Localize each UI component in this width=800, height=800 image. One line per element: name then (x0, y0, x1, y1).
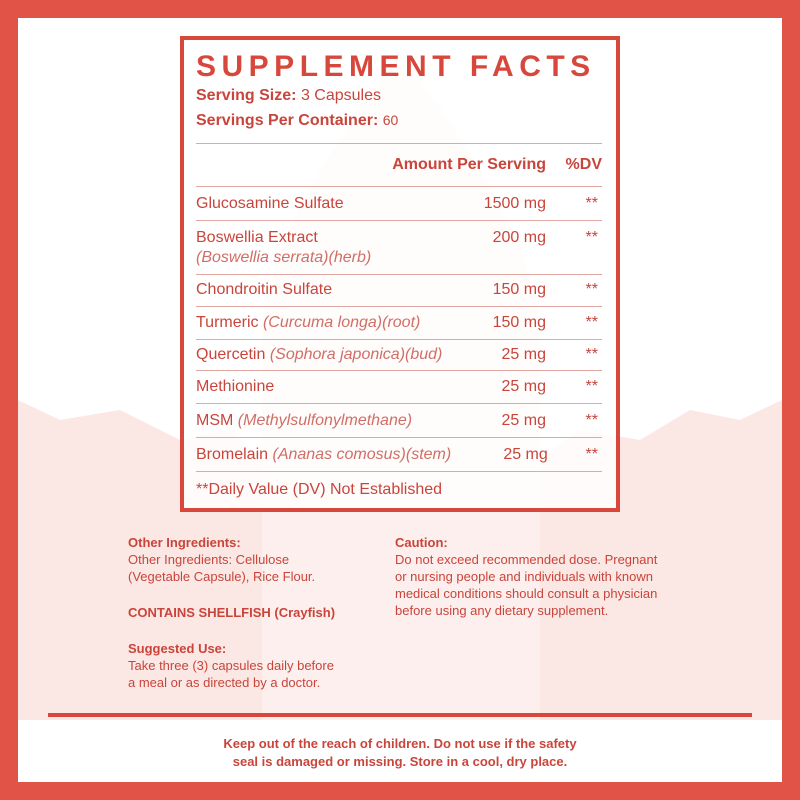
ingredient-dv: ** (585, 229, 598, 246)
ingredient-amount: 25 mg (501, 346, 546, 363)
ingredient-name-block (196, 228, 446, 274)
ingredient-amount: 25 mg (503, 446, 548, 463)
ingredient-detail: (Boswellia serrata)(herb) (196, 249, 372, 266)
bottom-divider (48, 713, 752, 717)
ingredient-name: Chondroitin Sulfate (196, 281, 333, 298)
ingredient-dv: ** (585, 446, 598, 463)
ingredient-dv: ** (585, 378, 598, 395)
ingredient-row (196, 339, 602, 370)
facts-header (196, 144, 602, 186)
serving-size (196, 84, 602, 108)
ingredient-amount: 150 mg (492, 314, 546, 331)
caution-line: or nursing people and individuals with known (395, 569, 653, 584)
storage-warning-line: Keep out of the reach of children. Do not use if the safety (223, 736, 577, 751)
serving-size-label: Serving Size: (196, 87, 297, 104)
ingredient-detail: (Ananas comosus)(stem) (272, 446, 452, 463)
ingredient-row (196, 370, 602, 403)
other-ingredients-section (128, 534, 378, 585)
ingredient-detail: (Curcuma longa)(root) (262, 314, 421, 331)
ingredient-amount: 150 mg (492, 281, 546, 298)
caution-line: medical conditions should consult a physician (395, 586, 658, 601)
ingredient-name: MSM (196, 412, 234, 429)
ingredient-name: Glucosamine Sulfate (196, 195, 344, 212)
dv-header: %DV (565, 156, 602, 173)
ingredient-name: Bromelain (196, 446, 269, 463)
caution-heading: Caution: (395, 535, 448, 550)
ingredient-name-block (196, 438, 451, 471)
ingredient-row (196, 306, 602, 339)
ingredient-dv: ** (585, 281, 598, 298)
storage-warning-line: seal is damaged or missing. Store in a cool, dry place. (232, 754, 568, 769)
ingredient-amount: 25 mg (501, 378, 546, 395)
ingredient-amount: 200 mg (492, 229, 546, 246)
ingredient-dv: ** (585, 314, 598, 331)
suggested-use-line: Take three (3) capsules daily before (128, 658, 334, 673)
suggested-use-heading: Suggested Use: (128, 641, 227, 656)
ingredient-dv: ** (585, 346, 598, 363)
servings-per-container-value: 60 (382, 112, 399, 128)
ingredient-name: Methionine (196, 378, 275, 395)
ingredient-name: Turmeric (196, 314, 259, 331)
servings-per-container (196, 108, 602, 133)
suggested-use-line: a meal or as directed by a doctor. (128, 675, 321, 690)
ingredient-amount: 1500 mg (483, 195, 546, 212)
other-ingredients-line: Other Ingredients: Cellulose (128, 552, 290, 567)
ingredient-amount: 25 mg (501, 412, 546, 429)
other-ingredients-line: (Vegetable Capsule), Rice Flour. (128, 569, 316, 584)
ingredient-name: Boswellia Extract (196, 229, 318, 246)
supplement-facts-panel (180, 36, 620, 512)
ingredient-name-block (196, 340, 446, 370)
facts-title: SUPPLEMENT FACTS (196, 50, 596, 83)
storage-warning (180, 735, 620, 771)
allergen-warning: CONTAINS SHELLFISH (Crayfish) (128, 605, 336, 620)
ingredient-name-block (196, 307, 446, 339)
amount-per-serving-header: Amount Per Serving (392, 156, 546, 173)
ingredient-name-block (196, 404, 446, 437)
ingredient-row (196, 437, 602, 471)
ingredient-row (196, 274, 602, 306)
other-ingredients-heading: Other Ingredients: (128, 535, 241, 550)
ingredient-detail: (Sophora japonica)(bud) (269, 346, 443, 363)
ingredient-name: Quercetin (196, 346, 266, 363)
caution-line: before using any dietary supplement. (395, 603, 609, 618)
caution-line: Do not exceed recommended dose. Pregnant (395, 552, 658, 567)
dv-footnote: **Daily Value (DV) Not Established (196, 471, 602, 508)
ingredient-row (196, 220, 602, 274)
servings-per-container-label: Servings Per Container: (196, 112, 379, 129)
ingredient-dv: ** (585, 412, 598, 429)
ingredient-dv: ** (585, 195, 598, 212)
ingredient-row (196, 403, 602, 437)
ingredient-detail: (Methylsulfonylmethane) (237, 412, 413, 429)
suggested-use-section (128, 640, 378, 691)
serving-size-value: 3 Capsules (300, 87, 381, 104)
caution-section (395, 534, 725, 619)
ingredient-row (196, 186, 602, 220)
